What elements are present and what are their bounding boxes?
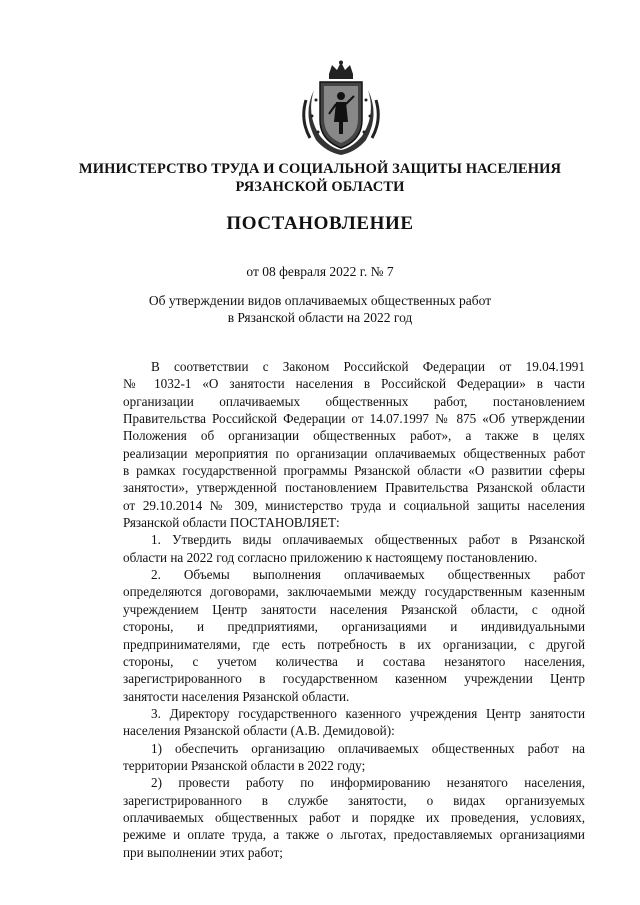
body-text-line: населения Рязанской области (А.В. Демидовой):: [123, 723, 395, 739]
body-text-line: в рамках государственной программы Рязанской области «О развитии сферы: [123, 463, 585, 479]
body-text-line: режиме и оплате труда, а также о льготах, предоставляемых организациями: [123, 827, 585, 843]
body-text-line: от 29.10.2014 № 309, министерство труда и социальной защиты населения: [123, 497, 585, 513]
body-text-line: при выполнении этих работ;: [123, 844, 283, 860]
body-text-line: территории Рязанской области в 2022 году;: [123, 757, 366, 773]
body-text-line: 3. Директору государственного казенного учреждения Центр занятости: [151, 705, 585, 721]
body-text-line: определяются договорами, заключаемыми между государственным казенным: [123, 584, 585, 600]
body-text-line: предпринимателями, где есть потребность в их организации, с другой: [123, 636, 585, 652]
ministry-name-line2: РЯЗАНСКОЙ ОБЛАСТИ: [235, 179, 405, 195]
body-text-line: оплачиваемых общественных работ и порядке их проведения, условиях,: [123, 809, 585, 825]
body-text-line: 1) обеспечить организацию оплачиваемых общественных работ на: [151, 740, 585, 756]
body-text-line: стороны, с учетом количества и состава незанятого населения,: [123, 653, 585, 669]
body-text-line: стороны, и предприятиями, организациями и индивидуальными: [123, 619, 585, 635]
document-date-number: от 08 февраля 2022 г. № 7: [246, 264, 394, 279]
document-body: [123, 358, 585, 861]
body-text-line: зарегистрированного в государственном казенном учреждении Центр: [123, 671, 585, 687]
subject-line1: Об утверждении видов оплачиваемых общественных работ: [148, 293, 492, 308]
body-text-line: Положения об организации общественных работ», а также в целях: [123, 428, 585, 444]
body-text-line: занятости населения Рязанской области.: [123, 688, 350, 704]
ministry-name-line1: МИНИСТЕРСТВО ТРУДА И СОЦИАЛЬНОЙ ЗАЩИТЫ НАСЕЛЕНИЯ: [78, 161, 562, 177]
body-text-line: занятости», утвержденной постановлением Правительства Рязанской области: [123, 480, 585, 496]
body-text-line: Рязанской области ПОСТАНОВЛЯЕТ:: [123, 515, 340, 531]
body-text-line: В соответствии с Законом Российской Федерации от 19.04.1991: [151, 359, 585, 374]
body-text-line: № 1032-1 «О занятости населения в Российской Федерации» в части: [123, 376, 585, 392]
body-text-line: организации оплачиваемых общественных работ, постановлением: [123, 393, 585, 409]
body-text-line: учреждением Центр занятости населения Рязанской области, с одной: [123, 601, 585, 617]
subject-line2: в Рязанской области на 2022 год: [227, 310, 413, 325]
body-text-line: реализации мероприятия по организации оплачиваемых общественных работ: [123, 445, 585, 461]
body-text-line: Правительства Российской Федерации от 14.07.1997 № 875 «Об утверждении: [123, 411, 585, 427]
body-text-line: 2) провести работу по информированию незанятого населения,: [151, 775, 585, 791]
coat-of-arms-icon: [296, 60, 386, 158]
body-text-line: области на 2022 год согласно приложению к настоящему постановлению.: [123, 549, 538, 565]
body-text-line: зарегистрированного в службе занятости, о видах организуемых: [123, 792, 585, 808]
document-type-title: ПОСТАНОВЛЕНИЕ: [226, 213, 414, 234]
body-text-line: 2. Объемы выполнения оплачиваемых общественных работ: [151, 567, 585, 583]
body-text-line: 1. Утвердить виды оплачиваемых общественных работ в Рязанской: [151, 532, 585, 548]
